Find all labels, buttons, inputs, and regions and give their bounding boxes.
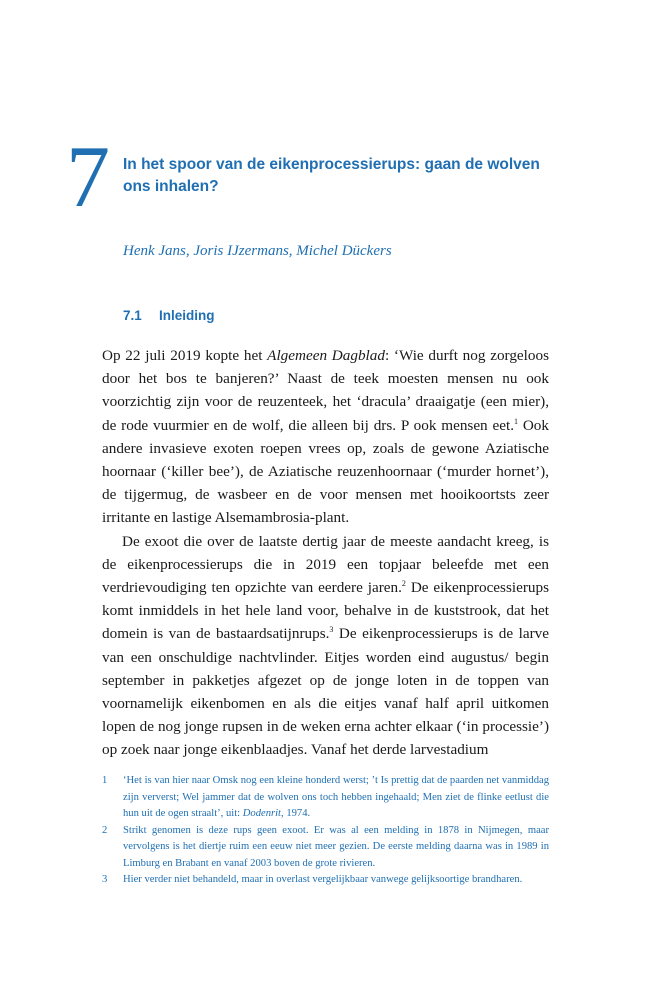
footnote-text: Strikt genomen is deze rups geen exoot. Er was al een melding in 1878 in Nijmegen, maar vervolgens is het diertje ruim een eeuw niet meer gezien. De eerste melding daarna was in 1989 in Limburg en Brabant en vanaf 2003 boven de grote rivieren.	[123, 824, 549, 869]
footnote-number: 2	[102, 824, 108, 836]
footnote-ref[interactable]: 1	[514, 416, 518, 426]
newspaper-name: Algemeen Dagblad	[267, 347, 385, 364]
chapter-authors: Henk Jans, Joris IJzermans, Michel Dückers	[123, 243, 392, 259]
footnote-ref[interactable]: 3	[329, 625, 334, 635]
footnote	[102, 872, 549, 889]
section-number: 7.1	[123, 308, 142, 323]
footnote-text: ‘Het is van hier naar Omsk nog een kleine honderd werst; ’t Is prettig dat de paarden net vanmiddag zijn ververst; Wel jammer dat de wolven ons toch hebben ingehaald; Men ziet de flinke eetlust die hun uit de ogen straalt’, uit: Dodenrit, 1974.	[123, 775, 549, 819]
paragraph: De exoot die over de laatste dertig jaar de meeste aandacht kreeg, is de eikenprocessierups die in 2019 een topjaar beleefde met een verdrievoudiging ten opzichte van eerdere jaren.$^2$ De eikenprocessierups komt inmiddels in het hele land voor, behalve in de kuststrook, dat het domein is van de bastaardsatijnrups.$^3$ De eikenprocessierups is de larve van een onschuldige nachtvlinder. Eitjes worden eind augustus/ begin september in pakketjes afgezet op de jonge loten in de toppen van voornamelijk eikenbomen en als die eitjes vanaf half april uitkomen lopen de nog jonge rupsen in de weken erna achter elkaar (‘in processie’) op zoek naar jonge eikenblaadjes. Vanaf het derde larvestadium	[102, 532, 549, 759]
footnote-number: 1	[102, 775, 108, 786]
footnote	[102, 823, 549, 873]
footnote-ref[interactable]: 2	[401, 578, 406, 588]
section-title: Inleiding	[159, 308, 215, 323]
footnotes	[102, 773, 549, 889]
footnote	[102, 773, 549, 823]
body-text	[102, 344, 549, 762]
section-heading	[123, 306, 215, 326]
chapter-title: In het spoor van de eikenprocessierups: gaan de wolven ons inhalen?	[123, 156, 540, 195]
chapter-number: 7	[66, 129, 110, 226]
footnote-text: Hier verder niet behandeld, maar in overlast vergelijkbaar vanwege gelijksoortige brandharen.	[123, 874, 523, 885]
footnote-number: 3	[102, 874, 108, 885]
paragraph: Op 22 juli 2019 kopte het Algemeen Dagblad: ‘Wie durft nog zorgeloos door het bos te banjeren?’ Naast de teek moesten mensen nu ook voorzichtig zijn voor de reuzenteek, het ‘dracula’ draaigatje (een mier), de rode vuurmier en de wolf, die alleen bij drs. P ook mensen eet.$^1$ Ook andere invasieve exoten roepen vrees op, zoals de gewone Aziatische hoornaar (‘killer bee’), de Aziatische reuzenhoornaar (‘murder hornet’), de tijgermug, de wasbeer en de voor mensen met hooikoortsts zeer irritante en lastige Alsemambrosia-plant.	[102, 347, 549, 527]
